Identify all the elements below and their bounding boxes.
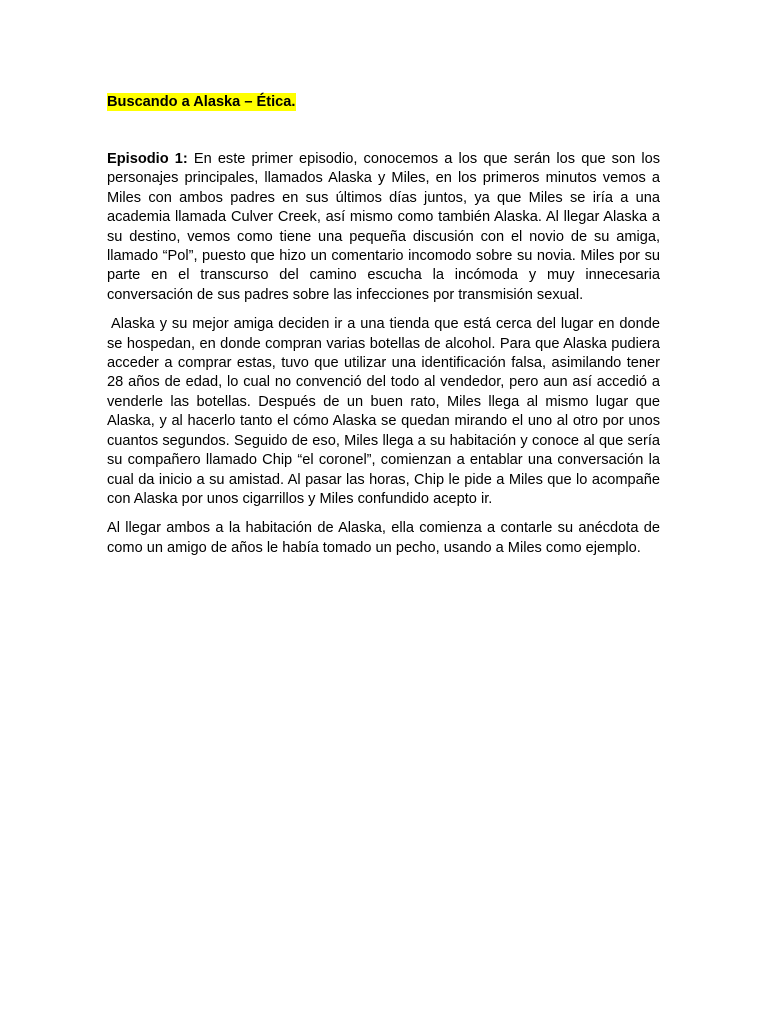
paragraph-3: [107, 519, 660, 558]
paragraph-2: [107, 315, 660, 509]
paragraph-text: Al llegar ambos a la habitación de Alaska, ella comienza a contarle su anécdota de como un amigo de años le había tomado un pecho, usando a Miles como ejemplo.: [107, 520, 660, 556]
paragraph-text: En este primer episodio, conocemos a los que serán los que son los personajes principales, llamados Alaska y Miles, en los primeros minutos vemos a Miles con ambos padres en sus últimos días juntos, ya que Miles se iría a una academia llamada Culver Creek, así mismo como también Alaska. Al llegar Alaska a su destino, vemos como tiene una pequeña discusión con el novio de su amiga, llamado “Pol”, puesto que hizo un comentario incomodo sobre su novia. Miles por su parte en el transcurso del camino escucha la incómoda y muy innecesaria conversación de sus padres sobre las infecciones por transmisión sexual.: [107, 151, 660, 303]
document-page: [107, 90, 660, 558]
paragraph-episode-1: [107, 150, 660, 305]
document-title-line: [107, 90, 660, 114]
document-title: Buscando a Alaska – Ética.: [107, 94, 296, 110]
episode-label: Episodio 1:: [107, 151, 188, 167]
paragraph-text: Alaska y su mejor amiga deciden ir a una tienda que está cerca del lugar en donde se hospedan, en donde compran varias botellas de alcohol. Para que Alaska pudiera acceder a comprar estas, tuvo que utilizar una identificación falsa, asimilando tener 28 años de edad, lo cual no convenció del todo al vendedor, pero aun así accedió a venderle las botellas. Después de un buen rato, Miles llega al mismo lugar que Alaska, y al hacerlo tanto el cómo Alaska se quedan mirando el uno al otro por unos cuantos segundos. Seguido de eso, Miles llega a su habitación y conoce al que sería su compañero llamado Chip “el coronel”, comienzan a entablar una conversación la cual da inicio a su amistad. Al pasar las horas, Chip le pide a Miles que lo acompañe con Alaska por unos cigarrillos y Miles confundido acepto ir.: [107, 316, 660, 507]
